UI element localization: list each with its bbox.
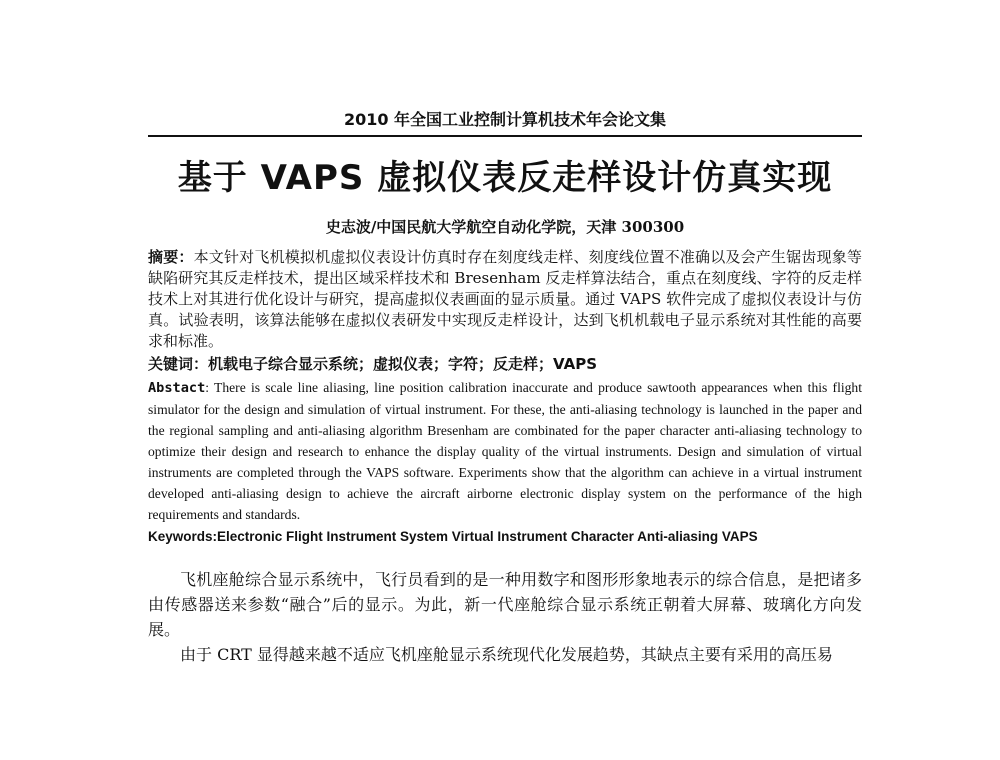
abstract-chinese [148,247,862,352]
paper-title: 基于 VAPS 虚拟仪表反走样设计仿真实现 [177,158,833,198]
abstract-label: 摘要： [148,248,194,266]
abstract-text: 本文针对飞机模拟机虚拟仪表设计仿真时存在刻度线走样、刻度线位置不准确以及会产生锯齿现象等缺陷研究其反走样技术，提出区域采样技术和 Bresenham 反走样算法结合，重点在刻度线、字符的反走样技术上对其进行优化设计与研究，提高虚拟仪表画面的显示质量。通过 VAPS 软件完成了虚拟仪表设计与仿真。试验表明，该算法能够在虚拟仪表研发中实现反走样设计，达到飞机机载电子显示系统对其性能的高要求和标准。 [148,248,862,350]
page-column [148,0,862,667]
abstract-en-label: Abstact [148,380,206,396]
header-rule [148,135,862,137]
abstract-english [148,377,862,525]
body-paragraph: 由于 CRT 显得越来越不适应飞机座舱显示系统现代化发展趋势，其缺点主要有采用的高压易 [180,645,833,664]
body-paragraph: 飞机座舱综合显示系统中，飞行员看到的是一种用数字和图形形象地表示的综合信息，是把诸多由传感器送来参数“融合”后的显示。为此，新一代座舱综合显示系统正朝着大屏幕、玻璃化方向发展。 [148,570,862,639]
proceedings-header: 2010 年全国工业控制计算机技术年会论文集 [343,110,667,129]
author-affiliation: 史志波/中国民航大学航空自动化学院，天津 300300 [325,218,685,236]
abstract-en-text: : There is scale line aliasing, line position calibration inaccurate and produce sawtooth appearances when this flight simulator for the design and simulation of virtual instrument. For these, the anti-aliasing technology is launched in the paper and the regional sampling and anti-aliasing algorithm Bresenham are combinated for the paper character anti-aliasing technology to optimize their design and research to enhance the display quality of the virtual instruments. Design and simulation of virtual instruments are completed through the VAPS software. Experiments show that the algorithm can achieve in a virtual instrument developed anti-aliasing design to achieve the aircraft airborne electronic display system on the performance of the high requirements and standards. [148,380,862,522]
body-text [148,567,862,667]
keywords-english: Keywords:Electronic Flight Instrument System Virtual Instrument Character Anti-aliasing VAPS [148,529,758,544]
keywords-chinese: 关键词：机载电子综合显示系统；虚拟仪表；字符；反走样；VAPS [148,355,597,373]
